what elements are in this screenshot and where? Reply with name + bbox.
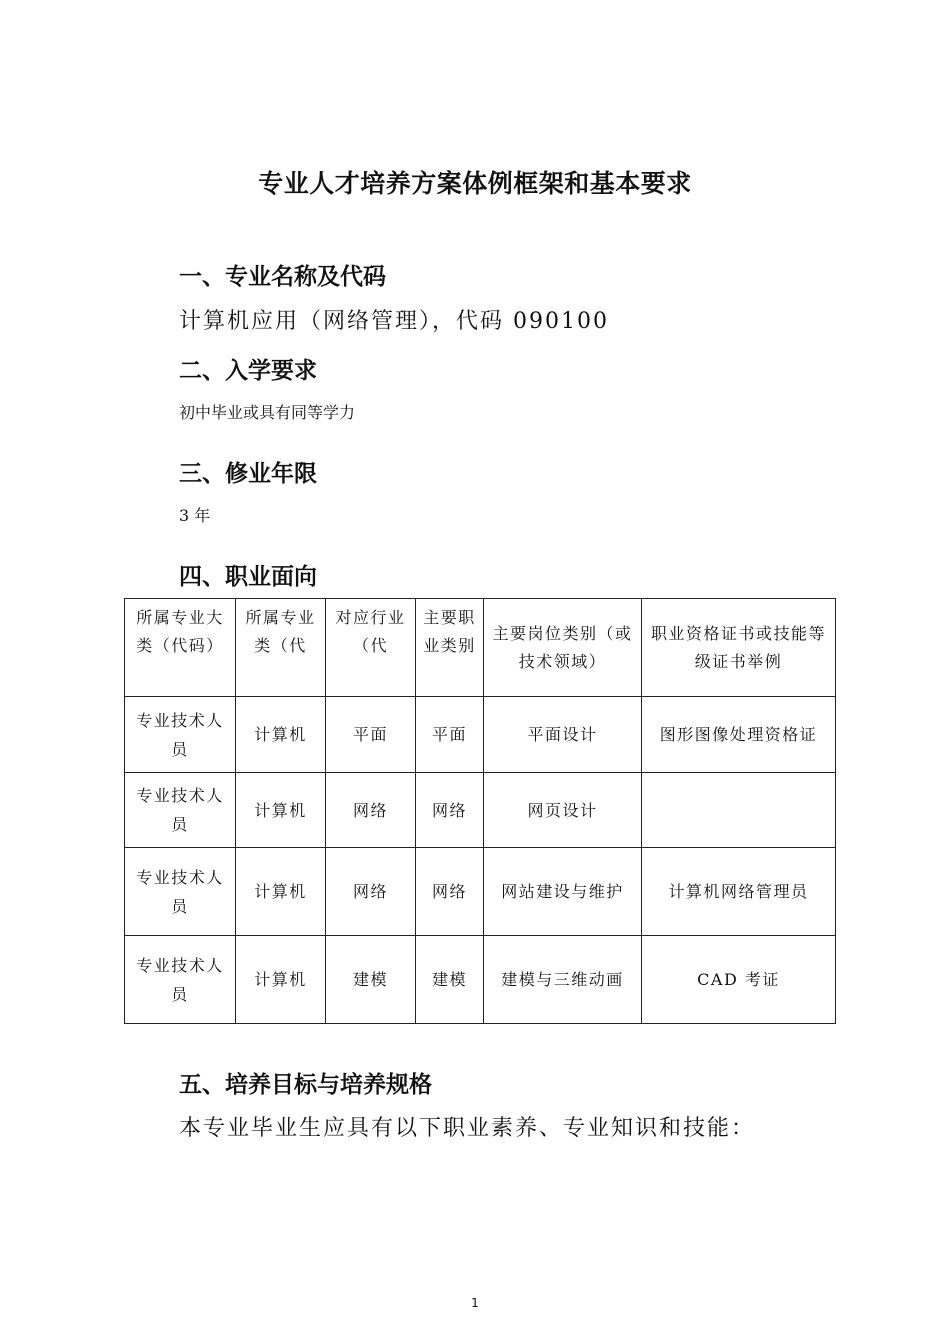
section-2-body: 初中毕业或具有同等学力 [179,403,356,422]
section-1-body: 计算机应用（网络管理），代码 090100 [179,309,609,334]
header-cell: 主要职业类别 [416,599,484,697]
table-cell: 网络 [416,773,484,848]
table-cell: 平面设计 [484,697,642,773]
table-cell: 专业技术人员 [125,697,236,773]
table-cell: 计算机 [236,697,326,773]
table-cell: 建模 [326,936,416,1024]
table-cell: 网络 [326,773,416,848]
section-3-heading: 三、修业年限 [179,461,317,487]
table-cell: 专业技术人员 [125,936,236,1024]
table-cell: 网页设计 [484,773,642,848]
header-cell: 主要岗位类别（或技术领域） [484,599,642,697]
table-cell: 计算机网络管理员 [642,848,836,936]
table-header-row [125,599,836,697]
section-2-heading: 二、入学要求 [179,358,317,384]
section-3-body: 3 年 [179,506,211,525]
page-number: 1 [471,1296,479,1310]
table-cell: 建模 [416,936,484,1024]
header-cell: 职业资格证书或技能等级证书举例 [642,599,836,697]
table-cell: 计算机 [236,848,326,936]
table-row [125,848,836,936]
table-cell: 专业技术人员 [125,773,236,848]
table-cell [642,773,836,848]
document-title: 专业人才培养方案体例框架和基本要求 [258,169,692,198]
table-cell: 网络 [416,848,484,936]
header-cell: 所属专业类（代 [236,599,326,697]
header-cell: 所属专业大类（代码） [125,599,236,697]
career-table [124,598,836,1024]
table-row [125,697,836,773]
table-row [125,773,836,848]
header-cell: 对应行业（代 [326,599,416,697]
table-cell: 计算机 [236,773,326,848]
table-row [125,936,836,1024]
table-cell: 建模与三维动画 [484,936,642,1024]
section-5-body: 本专业毕业生应具有以下职业素养、专业知识和技能： [179,1116,756,1141]
table-cell: 专业技术人员 [125,848,236,936]
section-4-heading: 四、职业面向 [179,564,317,590]
table-cell: 计算机 [236,936,326,1024]
table-cell: CAD 考证 [642,936,836,1024]
section-5-heading: 五、培养目标与培养规格 [179,1072,432,1098]
table-cell: 平面 [326,697,416,773]
table-cell: 平面 [416,697,484,773]
table-cell: 图形图像处理资格证 [642,697,836,773]
table-cell: 网络 [326,848,416,936]
section-1-heading: 一、专业名称及代码 [179,264,386,290]
table-cell: 网站建设与维护 [484,848,642,936]
